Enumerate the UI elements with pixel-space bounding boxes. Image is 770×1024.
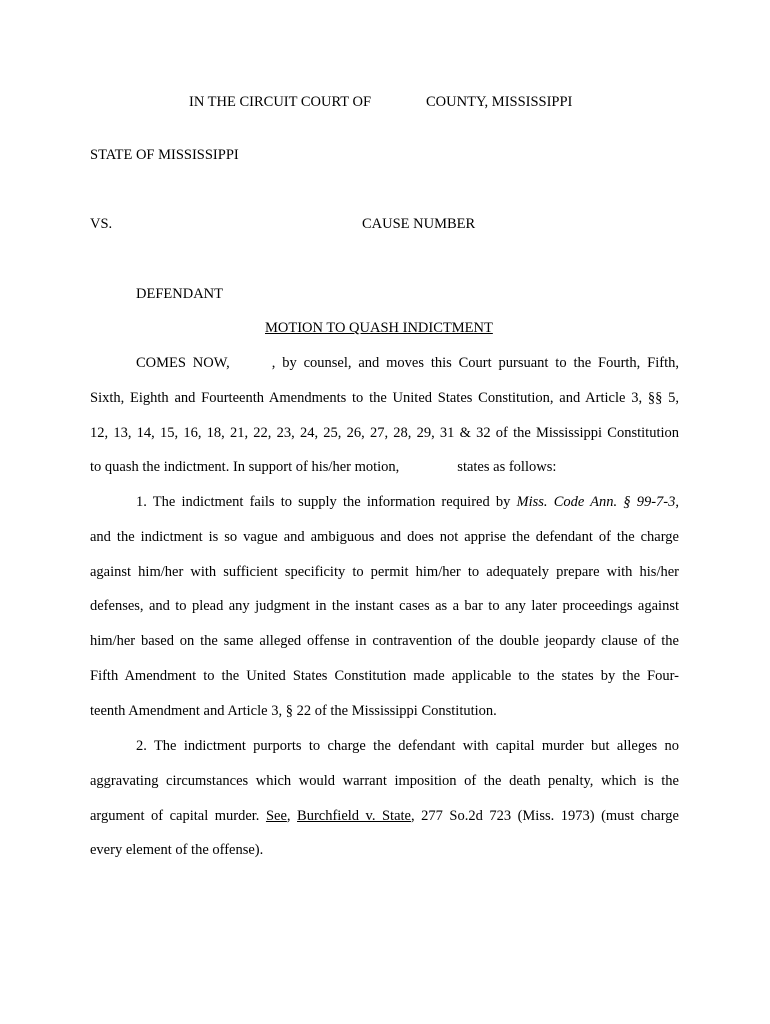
intro-line-3: 12, 13, 14, 15, 16, 18, 21, 22, 23, 24, 25, 26, 27, 28, 29, 31 & 32 of the Mississippi Constitution	[90, 424, 679, 441]
intro-line-1: COMES NOW, , by counsel, and moves this Court pursuant to the Fourth, Fifth,	[136, 355, 679, 371]
para1-line-3: against him/her with sufficient specificity to permit him/her to adequately prepare with his/her	[90, 563, 679, 580]
para2-line-1: 2. The indictment purports to charge the defendant with capital murder but alleges no	[136, 738, 679, 754]
versus-label: VS.	[90, 216, 113, 232]
statute-citation: Miss. Code Ann. § 99-7-3	[516, 494, 676, 510]
defendant-label: DEFENDANT	[136, 286, 223, 302]
plaintiff-name: STATE OF MISSISSIPPI	[90, 147, 239, 163]
para1-line-5: him/her based on the same alleged offense in contravention of the double jeopardy clause of the	[90, 633, 679, 650]
intro-paragraph	[90, 346, 679, 485]
para2-line-4: every element of the offense).	[90, 842, 264, 859]
para2-line-3: argument of capital murder. See, Burchfield v. State, 277 So.2d 723 (Miss. 1973) (must charge	[90, 807, 679, 824]
intro-line-4: to quash the indictment. In support of his/her motion, states as follows:	[90, 459, 557, 476]
para2-line-2: aggravating circumstances which would warrant imposition of the death penalty, which is the	[90, 772, 679, 789]
court-heading-suffix: COUNTY, MISSISSIPPI	[426, 94, 573, 110]
intro-line-2: Sixth, Eighth and Fourteenth Amendments to the United States Constitution, and Article 3, §§ 5,	[90, 389, 679, 406]
paragraph-1	[90, 485, 679, 729]
para1-line-7: teenth Amendment and Article 3, § 22 of the Mississippi Constitution.	[90, 702, 497, 719]
paragraph-2	[90, 729, 679, 868]
motion-title: MOTION TO QUASH INDICTMENT	[265, 320, 493, 336]
para1-line-6: Fifth Amendment to the United States Constitution made applicable to the states by the Four-	[90, 667, 679, 684]
para1-line-4: defenses, and to plead any judgment in the instant cases as a bar to any later proceedings against	[90, 598, 679, 615]
see-signal: See	[265, 807, 287, 824]
cause-number-label: CAUSE NUMBER	[362, 216, 476, 232]
para1-line-2: and the indictment is so vague and ambiguous and does not apprise the defendant of the charge	[90, 528, 679, 545]
case-citation: Burchfield v. State	[297, 807, 411, 824]
court-heading-prefix: IN THE CIRCUIT COURT OF	[189, 94, 372, 110]
para1-line-1: 1. The indictment fails to supply the information required by Miss. Code Ann. § 99-7-3,	[136, 494, 679, 510]
